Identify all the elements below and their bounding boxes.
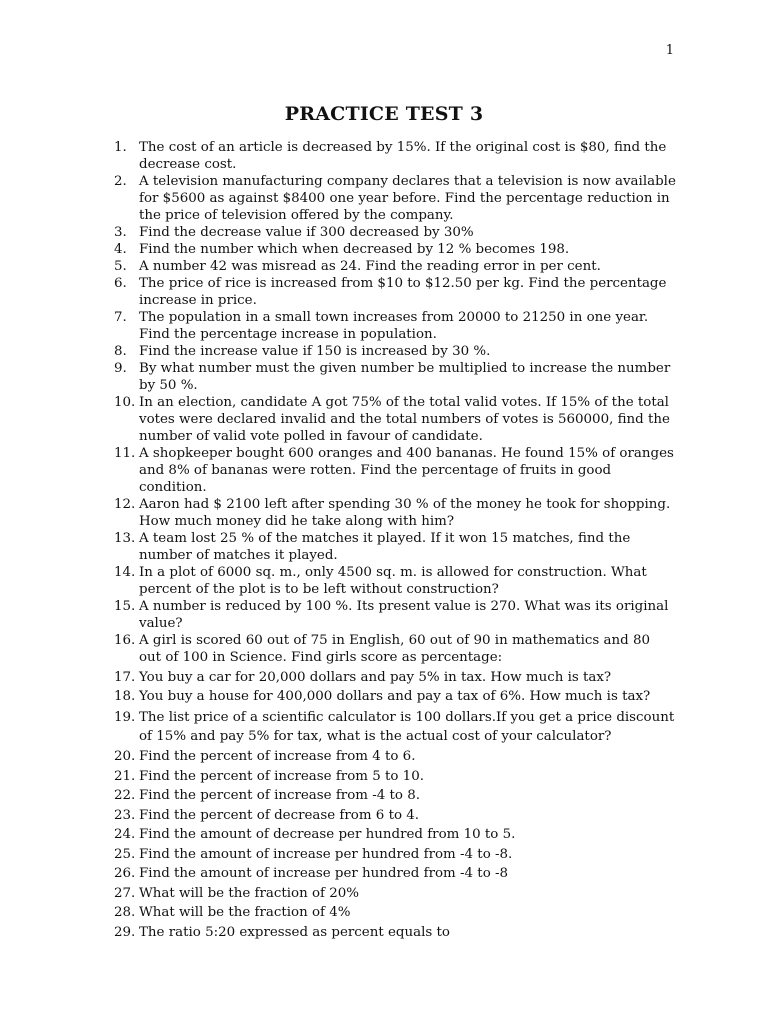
question-item bbox=[114, 343, 676, 360]
question-number: 14. bbox=[114, 565, 136, 580]
question-text: What will be the fraction of 20% bbox=[139, 885, 359, 901]
question-item bbox=[114, 496, 676, 530]
question-number: 4. bbox=[114, 242, 127, 257]
question-item bbox=[114, 768, 676, 785]
page-number: 1 bbox=[665, 43, 674, 58]
question-number: 22. bbox=[114, 788, 136, 803]
question-item bbox=[114, 826, 676, 843]
question-list bbox=[114, 139, 676, 941]
question-number: 19. bbox=[114, 709, 136, 725]
question-item bbox=[114, 309, 676, 343]
question-text: Find the percent of increase from -4 to 8. bbox=[139, 788, 420, 803]
question-number: 13. bbox=[114, 531, 136, 546]
question-number: 25. bbox=[114, 846, 136, 862]
question-text: Find the number which when decreased by 12 % becomes 198. bbox=[139, 242, 570, 257]
question-text: Find the increase value if 150 is increased by 30 %. bbox=[139, 344, 491, 359]
question-number: 10. bbox=[114, 395, 136, 410]
question-text: Find the amount of increase per hundred from -4 to -8. bbox=[139, 846, 513, 862]
question-text: Find the amount of increase per hundred from -4 to -8 bbox=[139, 866, 509, 881]
question-text: The ratio 5:20 expressed as percent equals to bbox=[139, 924, 450, 940]
question-text: What will be the fraction of 4% bbox=[139, 905, 351, 920]
question-text: Find the percent of increase from 4 to 6. bbox=[139, 749, 416, 764]
question-text: By what number must the given number be multiplied to increase the number by 50 %. bbox=[139, 361, 671, 393]
question-item bbox=[114, 598, 676, 632]
question-number: 29. bbox=[114, 924, 136, 940]
document-title: PRACTICE TEST 3 bbox=[284, 103, 484, 125]
question-item bbox=[114, 258, 676, 275]
question-text: Find the percent of decrease from 6 to 4. bbox=[139, 807, 420, 823]
question-item bbox=[114, 632, 676, 666]
question-number: 26. bbox=[114, 866, 136, 881]
question-item bbox=[114, 241, 676, 258]
question-number: 16. bbox=[114, 633, 136, 648]
question-item bbox=[114, 708, 676, 746]
question-text: A television manufacturing company declares that a television is now available for $5600 as against $8400 one year before. Find the percentage reduction in the price of television offered by the company. bbox=[139, 174, 676, 223]
question-item bbox=[114, 885, 676, 902]
question-number: 24. bbox=[114, 827, 136, 842]
question-number: 9. bbox=[114, 361, 127, 376]
question-text: The list price of a scientific calculator is 100 dollars.If you get a price discount of 15% and pay 5% for tax, what is the actual cost of your calculator? bbox=[139, 709, 675, 744]
question-text: The cost of an article is decreased by 15%. If the original cost is $80, find the decrease cost. bbox=[139, 140, 667, 172]
question-text: The price of rice is increased from $10 to $12.50 per kg. Find the percentage increase in price. bbox=[139, 276, 667, 308]
question-item bbox=[114, 669, 676, 686]
question-number: 18. bbox=[114, 689, 136, 704]
question-item bbox=[114, 924, 676, 941]
question-number: 11. bbox=[114, 446, 136, 461]
question-item bbox=[114, 748, 676, 765]
question-number: 20. bbox=[114, 749, 136, 764]
question-item bbox=[114, 394, 676, 445]
question-number: 28. bbox=[114, 905, 136, 920]
question-number: 27. bbox=[114, 885, 136, 901]
question-item bbox=[114, 445, 676, 496]
question-item bbox=[114, 846, 676, 863]
question-item bbox=[114, 904, 676, 921]
question-item bbox=[114, 139, 676, 173]
question-item bbox=[114, 688, 676, 705]
question-text: A girl is scored 60 out of 75 in English, 60 out of 90 in mathematics and 80 out of 100 in Science. Find girls score as percentage: bbox=[139, 633, 651, 665]
question-item bbox=[114, 275, 676, 309]
question-number: 2. bbox=[114, 174, 127, 189]
question-text: Find the percent of increase from 5 to 10. bbox=[139, 768, 424, 784]
question-number: 12. bbox=[114, 497, 136, 512]
question-number: 1. bbox=[114, 140, 127, 155]
question-item bbox=[114, 807, 676, 824]
question-number: 8. bbox=[114, 344, 127, 359]
question-text: A number is reduced by 100 %. Its present value is 270. What was its original value? bbox=[139, 599, 669, 631]
question-item bbox=[114, 224, 676, 241]
question-text: Aaron had $ 2100 left after spending 30 % of the money he took for shopping. How much money did he take along with him? bbox=[139, 497, 671, 529]
question-text: Find the decrease value if 300 decreased by 30% bbox=[139, 225, 474, 240]
question-number: 5. bbox=[114, 259, 127, 274]
question-text: A number 42 was misread as 24. Find the reading error in per cent. bbox=[139, 259, 601, 274]
question-text: You buy a car for 20,000 dollars and pay 5% in tax. How much is tax? bbox=[139, 669, 612, 685]
question-number: 15. bbox=[114, 599, 136, 614]
question-text: In an election, candidate A got 75% of the total valid votes. If 15% of the total votes were declared invalid and the total numbers of votes is 560000, find the number of valid vote polled in favour of candidate. bbox=[139, 395, 670, 444]
question-text: A team lost 25 % of the matches it played. If it won 15 matches, find the number of matches it played. bbox=[139, 531, 631, 563]
question-item bbox=[114, 865, 676, 882]
question-item bbox=[114, 564, 676, 598]
question-item bbox=[114, 787, 676, 804]
question-text: You buy a house for 400,000 dollars and pay a tax of 6%. How much is tax? bbox=[139, 689, 651, 704]
question-number: 21. bbox=[114, 768, 136, 784]
question-text: A shopkeeper bought 600 oranges and 400 bananas. He found 15% of oranges and 8% of bananas were rotten. Find the percentage of fruits in good condition. bbox=[139, 446, 674, 495]
question-item bbox=[114, 530, 676, 564]
question-number: 23. bbox=[114, 807, 136, 823]
question-number: 7. bbox=[114, 310, 127, 325]
question-number: 17. bbox=[114, 669, 136, 685]
question-number: 6. bbox=[114, 276, 127, 291]
question-text: The population in a small town increases from 20000 to 21250 in one year. Find the percentage increase in population. bbox=[139, 310, 649, 342]
question-item bbox=[114, 360, 676, 394]
question-text: Find the amount of decrease per hundred from 10 to 5. bbox=[139, 827, 516, 842]
question-text: In a plot of 6000 sq. m., only 4500 sq. m. is allowed for construction. What percent of the plot is to be left without construction? bbox=[139, 565, 647, 597]
question-number: 3. bbox=[114, 225, 127, 240]
question-item bbox=[114, 173, 676, 224]
